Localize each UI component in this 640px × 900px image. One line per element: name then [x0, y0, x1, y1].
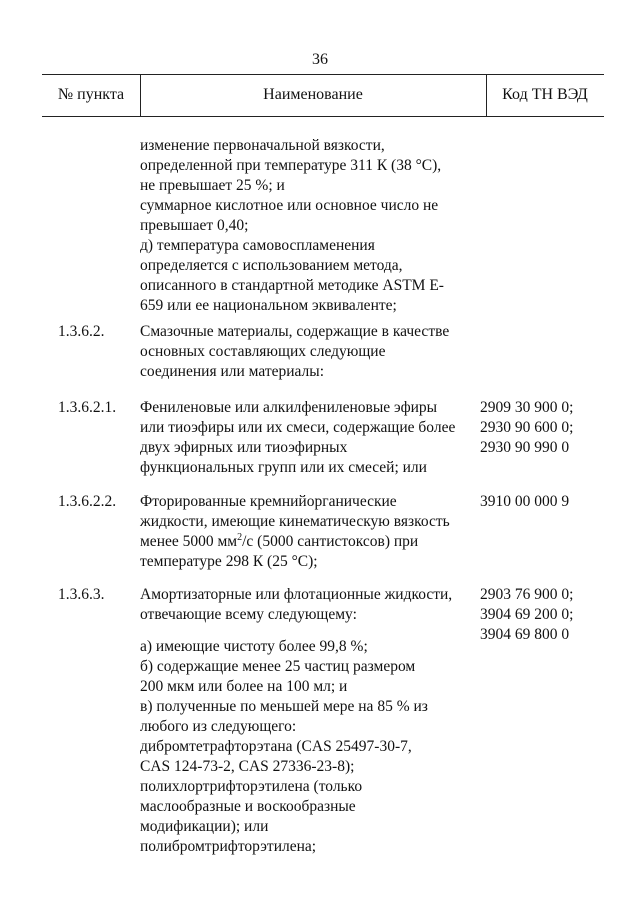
code-line: 2903 76 900 0;: [480, 586, 574, 603]
text-line: отвечающие всему следующему:: [140, 606, 357, 623]
item-name: [140, 585, 485, 857]
text-line: функциональных групп или их смесей; или: [140, 459, 427, 476]
text-line: двух эфирных или тиоэфирных: [140, 439, 348, 456]
code-line: 2930 90 990 0: [480, 439, 570, 456]
text-line: определяется с использованием метода,: [140, 257, 403, 274]
item-number: 1.3.6.2.1.: [58, 399, 117, 416]
text-line: Фениленовые или алкилфениленовые эфиры: [140, 399, 438, 416]
superscript: 2: [237, 531, 243, 543]
text-line: Фторированные кремнийорганические: [140, 493, 397, 510]
item-number: 1.3.6.2.: [58, 323, 105, 340]
text-line: суммарное кислотное или основное число не: [140, 197, 439, 214]
text-line: Амортизаторные или флотационные жидкости,: [140, 586, 453, 603]
text-fragment: /с (5000 сантистоксов) при: [242, 533, 419, 550]
text-line: соединения или материалы:: [140, 363, 324, 380]
text-line-with-superscript: [140, 532, 485, 552]
continuation-text: [140, 136, 485, 316]
item-code: [480, 492, 610, 512]
table-header-bottom-border: [42, 116, 604, 117]
text-line: дибромтетрафторэтана (CAS 25497-30-7,: [140, 738, 412, 755]
text-line: полихлортрифторэтилена (только: [140, 778, 363, 795]
text-line: жидкости, имеющие кинематическую вязкость: [140, 513, 450, 530]
text-line: маслообразные и воскообразные: [140, 798, 356, 815]
text-line: основных составляющих следующие: [140, 343, 386, 360]
text-line: д) температура самовоспламенения: [140, 237, 375, 254]
column-header-number: № пункта: [57, 86, 125, 103]
item-number: 1.3.6.2.2.: [58, 493, 117, 510]
column-header-code: Код ТН ВЭД: [502, 86, 588, 103]
paragraph-gap: [140, 625, 485, 637]
item-number: 1.3.6.3.: [58, 586, 105, 603]
table-header-top-border: [42, 74, 604, 75]
text-line: описанного в стандартной методике ASTM E-: [140, 277, 444, 294]
text-line: 200 мкм или более на 100 мл; и: [140, 678, 348, 695]
code-line: 3904 69 800 0: [480, 626, 570, 643]
text-line: или тиоэфиры или их смеси, содержащие более: [140, 419, 456, 436]
text-line: CAS 124-73-2, CAS 27336-23-8);: [140, 758, 355, 775]
text-line: не превышает 25 %; и: [140, 177, 285, 194]
item-code: [480, 398, 610, 458]
item-name: [140, 398, 485, 478]
text-line: определенной при температуре 311 К (38 °С),: [140, 157, 442, 174]
text-line: температуре 298 К (25 °С);: [140, 553, 318, 570]
text-line: полибромтрифторэтилена;: [140, 838, 317, 855]
text-fragment: менее 5000 мм: [140, 533, 238, 550]
text-line: 659 или ее национальном эквиваленте;: [140, 297, 397, 314]
text-line: Смазочные материалы, содержащие в качестве: [140, 323, 450, 340]
code-line: 3904 69 200 0;: [480, 606, 574, 623]
column-header-name: Наименование: [263, 86, 363, 103]
text-line: в) полученные по меньшей мере на 85 % из: [140, 698, 428, 715]
item-name: [140, 492, 485, 572]
code-line: 2909 30 900 0;: [480, 399, 574, 416]
code-line: 3910 00 000 9: [480, 493, 570, 510]
text-line: б) содержащие менее 25 частиц размером: [140, 658, 416, 675]
text-line: любого из следующего:: [140, 718, 297, 735]
text-line: а) имеющие чистоту более 99,8 %;: [140, 638, 368, 655]
text-line: модификации); или: [140, 818, 269, 835]
item-name: [140, 322, 485, 382]
code-line: 2930 90 600 0;: [480, 419, 574, 436]
page-number: 36: [312, 51, 328, 68]
item-code: [480, 585, 610, 645]
text-line: превышает 0,40;: [140, 217, 249, 234]
text-line: изменение первоначальной вязкости,: [140, 137, 385, 154]
